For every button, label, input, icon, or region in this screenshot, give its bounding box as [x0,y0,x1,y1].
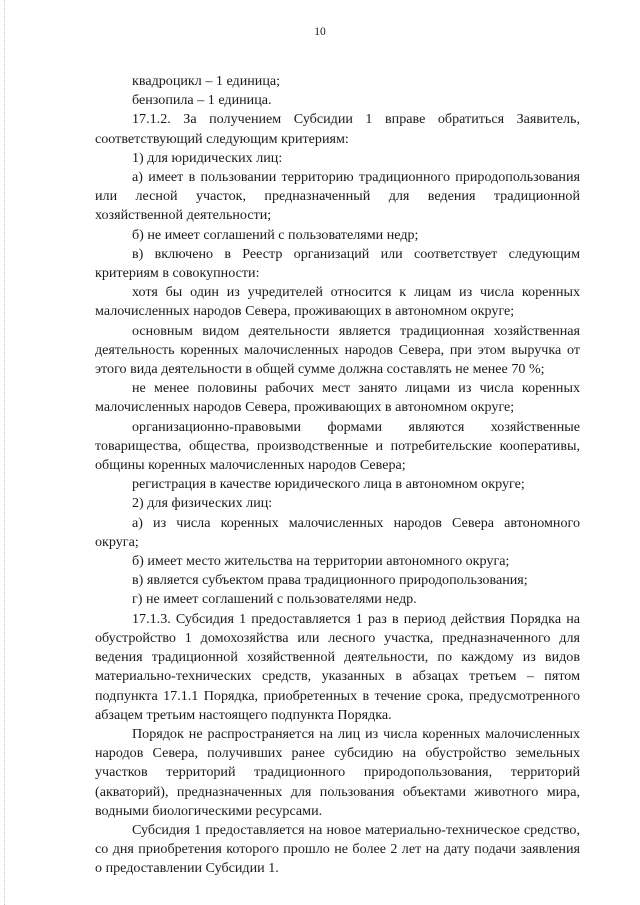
paragraph: г) не имеет соглашений с пользователями недр. [132,591,417,608]
paragraph: основным видом деятельности является традиционная хозяйственная деятельность коренных малочисленных народов Севера, при этом выручка от этого вида деятельности в общей сумме должна составлять не менее 70 %; [95,322,580,378]
paragraph: бензопила – 1 единица. [132,92,272,109]
paragraph: 1) для юридических лиц: [132,149,283,166]
paragraph: не менее половины рабочих мест занято лицами из числа коренных малочисленных народов Севера, проживающих в автономном округе; [95,380,580,416]
paragraph: в) включено в Реестр организаций или соответствует следующим критериям в совокупности: [95,245,580,282]
paragraph: 17.1.3. Субсидия 1 предоставляется 1 раз в период действия Порядка на обустройство 1 домохозяйства или лесного участка, предназначенного для ведения традиционной хозяйственной деятельности, по каждому из видов материально-технических средств, указанных в абзацах третьем – пятом подпункта 17.1.1 Порядка, приобретенных в течение срока, предусмотренного абзацем третьим настоящего подпункта Порядка. [95,610,580,723]
paragraph: в) является субъектом права традиционного природопользования; [132,572,528,589]
page-number: 10 [314,26,326,38]
paragraph: регистрация в качестве юридического лица в автономном округе; [132,476,525,493]
paragraph: 17.1.2. За получением Субсидии 1 вправе обратиться Заявитель, соответствующий следующим критериям: [95,111,580,147]
paragraph: 2) для физических лиц: [132,495,273,512]
paragraph: а) из числа коренных малочисленных народов Севера автономного округа; [95,514,580,550]
paragraph: квадроцикл – 1 единица; [132,73,281,89]
paragraph: б) не имеет соглашений с пользователями недр; [132,226,419,243]
paragraph: организационно-правовыми формами являются хозяйственные товарищества, общества, производственные и потребительские кооперативы, общины коренных малочисленных народов Севера; [95,418,580,474]
paragraph: б) имеет место жительства на территории автономного округа; [132,553,510,570]
document-body [95,72,580,879]
paragraph: Субсидия 1 предоставляется на новое материально-техническое средство, со дня приобретения которого прошло не более 2 лет на дату подачи заявления о предоставлении Субсидии 1. [95,821,580,877]
paragraph: Порядок не распространяется на лиц из числа коренных малочисленных народов Севера, получивших ранее субсидию на обустройство земельных участков территорий традиционного природопользования, территорий (акваторий), предназначенных для пользования объектами животного мира, водными биологическими ресурсами. [95,725,580,819]
paragraph: хотя бы один из учредителей относится к лицам из числа коренных малочисленных народов Севера, проживающих в автономном округе; [95,284,580,320]
paragraph: а) имеет в пользовании территорию традиционного природопользования или лесной участок, предназначенный для ведения традиционной хозяйственной деятельности; [95,169,580,224]
page-edge-line [4,0,6,905]
